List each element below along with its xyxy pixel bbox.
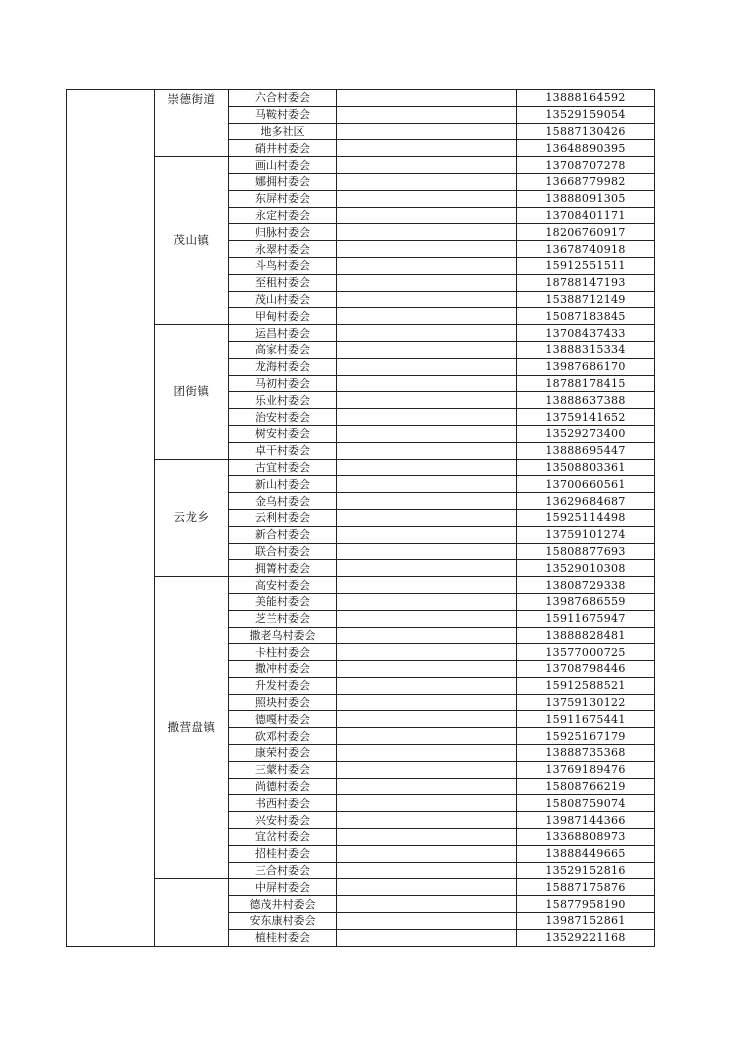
phone-number-cell: 13888735368 <box>517 745 655 762</box>
committee-name-cell: 画山村委会 <box>229 157 337 174</box>
committee-name-cell: 德嘎村委会 <box>229 711 337 728</box>
committee-name-cell: 三合村委会 <box>229 862 337 879</box>
committee-name-cell: 拥箐村委会 <box>229 560 337 577</box>
phone-number-cell: 13708437433 <box>517 325 655 342</box>
empty-cell <box>337 476 517 493</box>
committee-name-cell: 新山村委会 <box>229 476 337 493</box>
phone-number-cell: 13708401171 <box>517 207 655 224</box>
phone-number-cell: 13808729338 <box>517 577 655 594</box>
table-row <box>67 157 655 174</box>
empty-cell <box>337 829 517 846</box>
empty-cell <box>337 325 517 342</box>
empty-cell <box>337 543 517 560</box>
phone-number-cell: 13368808973 <box>517 829 655 846</box>
empty-cell <box>337 425 517 442</box>
empty-cell <box>337 593 517 610</box>
phone-number-cell: 13769189476 <box>517 761 655 778</box>
phone-number-cell: 13529010308 <box>517 560 655 577</box>
empty-cell <box>337 224 517 241</box>
committee-name-cell: 硝井村委会 <box>229 140 337 157</box>
committee-name-cell: 金乌村委会 <box>229 493 337 510</box>
phone-number-cell: 13678740918 <box>517 241 655 258</box>
phone-number-cell: 18788147193 <box>517 274 655 291</box>
phone-number-cell: 13759130122 <box>517 694 655 711</box>
committee-name-cell: 高安村委会 <box>229 577 337 594</box>
empty-cell <box>337 173 517 190</box>
committee-name-cell: 美能村委会 <box>229 593 337 610</box>
empty-cell <box>337 929 517 946</box>
table-row <box>67 577 655 594</box>
committee-name-cell: 兴安村委会 <box>229 812 337 829</box>
phone-number-cell: 15808877693 <box>517 543 655 560</box>
committee-name-cell: 古宜村委会 <box>229 459 337 476</box>
committee-name-cell: 永定村委会 <box>229 207 337 224</box>
committee-name-cell: 宜岔村委会 <box>229 829 337 846</box>
empty-cell <box>337 358 517 375</box>
committee-name-cell: 尚德村委会 <box>229 778 337 795</box>
phone-number-cell: 13508803361 <box>517 459 655 476</box>
committee-name-cell: 树安村委会 <box>229 425 337 442</box>
empty-cell <box>337 190 517 207</box>
empty-cell <box>337 241 517 258</box>
committee-name-cell: 安东康村委会 <box>229 913 337 930</box>
empty-cell <box>337 644 517 661</box>
empty-cell <box>337 610 517 627</box>
empty-cell <box>337 106 517 123</box>
blank-column-cell <box>67 90 155 947</box>
phone-number-cell: 15911675441 <box>517 711 655 728</box>
town-name-cell <box>155 879 229 946</box>
empty-cell <box>337 812 517 829</box>
empty-cell <box>337 493 517 510</box>
phone-number-cell: 15388712149 <box>517 291 655 308</box>
phone-number-cell: 15887130426 <box>517 123 655 140</box>
phone-number-cell: 15925114498 <box>517 509 655 526</box>
committee-name-cell: 撒冲村委会 <box>229 661 337 678</box>
table-row <box>67 325 655 342</box>
phone-number-cell: 13987686170 <box>517 358 655 375</box>
committee-name-cell: 永翠村委会 <box>229 241 337 258</box>
committee-name-cell: 卓干村委会 <box>229 442 337 459</box>
committee-name-cell: 联合村委会 <box>229 543 337 560</box>
table-row <box>67 879 655 896</box>
empty-cell <box>337 459 517 476</box>
committee-name-cell: 升发村委会 <box>229 677 337 694</box>
committee-name-cell: 新合村委会 <box>229 526 337 543</box>
phone-number-cell: 13529273400 <box>517 425 655 442</box>
committee-name-cell: 龙海村委会 <box>229 358 337 375</box>
phone-number-cell: 15911675947 <box>517 610 655 627</box>
town-name-cell: 团街镇 <box>155 325 229 459</box>
committee-name-cell: 甲甸村委会 <box>229 308 337 325</box>
committee-name-cell: 至租村委会 <box>229 274 337 291</box>
table-row <box>67 459 655 476</box>
phone-number-cell: 13987152861 <box>517 913 655 930</box>
empty-cell <box>337 409 517 426</box>
committee-name-cell: 六合村委会 <box>229 90 337 107</box>
committee-name-cell: 马初村委会 <box>229 375 337 392</box>
empty-cell <box>337 711 517 728</box>
phone-number-cell: 13987144366 <box>517 812 655 829</box>
contact-table <box>66 89 655 947</box>
empty-cell <box>337 745 517 762</box>
empty-cell <box>337 845 517 862</box>
empty-cell <box>337 795 517 812</box>
committee-name-cell: 植桂村委会 <box>229 929 337 946</box>
empty-cell <box>337 728 517 745</box>
phone-number-cell: 13629684687 <box>517 493 655 510</box>
table-body <box>67 90 655 947</box>
empty-cell <box>337 140 517 157</box>
empty-cell <box>337 392 517 409</box>
phone-number-cell: 13529159054 <box>517 106 655 123</box>
phone-number-cell: 15808766219 <box>517 778 655 795</box>
phone-number-cell: 18788178415 <box>517 375 655 392</box>
empty-cell <box>337 677 517 694</box>
committee-name-cell: 云利村委会 <box>229 509 337 526</box>
phone-number-cell: 13888828481 <box>517 627 655 644</box>
committee-name-cell: 马鞍村委会 <box>229 106 337 123</box>
committee-name-cell: 运昌村委会 <box>229 325 337 342</box>
committee-name-cell: 高家村委会 <box>229 341 337 358</box>
phone-number-cell: 13888315334 <box>517 341 655 358</box>
empty-cell <box>337 274 517 291</box>
empty-cell <box>337 896 517 913</box>
committee-name-cell: 三蒙村委会 <box>229 761 337 778</box>
empty-cell <box>337 308 517 325</box>
empty-cell <box>337 157 517 174</box>
phone-number-cell: 13888637388 <box>517 392 655 409</box>
phone-number-cell: 13648890395 <box>517 140 655 157</box>
committee-name-cell: 地多社区 <box>229 123 337 140</box>
empty-cell <box>337 577 517 594</box>
committee-name-cell: 卡柱村委会 <box>229 644 337 661</box>
committee-name-cell: 娜拥村委会 <box>229 173 337 190</box>
committee-name-cell: 乐业村委会 <box>229 392 337 409</box>
phone-number-cell: 15877958190 <box>517 896 655 913</box>
empty-cell <box>337 526 517 543</box>
phone-number-cell: 13708798446 <box>517 661 655 678</box>
phone-number-cell: 13708707278 <box>517 157 655 174</box>
committee-name-cell: 归脉村委会 <box>229 224 337 241</box>
empty-cell <box>337 442 517 459</box>
committee-name-cell: 治安村委会 <box>229 409 337 426</box>
committee-name-cell: 芝兰村委会 <box>229 610 337 627</box>
committee-name-cell: 中屏村委会 <box>229 879 337 896</box>
empty-cell <box>337 661 517 678</box>
phone-number-cell: 13987686559 <box>517 593 655 610</box>
committee-name-cell: 照块村委会 <box>229 694 337 711</box>
empty-cell <box>337 560 517 577</box>
committee-name-cell: 东屏村委会 <box>229 190 337 207</box>
phone-number-cell: 18206760917 <box>517 224 655 241</box>
phone-number-cell: 15925167179 <box>517 728 655 745</box>
town-name-cell: 云龙乡 <box>155 459 229 577</box>
empty-cell <box>337 291 517 308</box>
committee-name-cell: 斗鸟村委会 <box>229 257 337 274</box>
phone-number-cell: 13888695447 <box>517 442 655 459</box>
empty-cell <box>337 694 517 711</box>
empty-cell <box>337 207 517 224</box>
committee-name-cell: 康荣村委会 <box>229 745 337 762</box>
phone-number-cell: 13759141652 <box>517 409 655 426</box>
empty-cell <box>337 879 517 896</box>
phone-number-cell: 15912588521 <box>517 677 655 694</box>
phone-number-cell: 13700660561 <box>517 476 655 493</box>
committee-name-cell: 茂山村委会 <box>229 291 337 308</box>
phone-number-cell: 13888164592 <box>517 90 655 107</box>
committee-name-cell: 书西村委会 <box>229 795 337 812</box>
empty-cell <box>337 913 517 930</box>
empty-cell <box>337 123 517 140</box>
empty-cell <box>337 375 517 392</box>
committee-name-cell: 德茂井村委会 <box>229 896 337 913</box>
empty-cell <box>337 778 517 795</box>
empty-cell <box>337 509 517 526</box>
phone-number-cell: 13577000725 <box>517 644 655 661</box>
phone-number-cell: 13888449665 <box>517 845 655 862</box>
table-row <box>67 90 655 107</box>
empty-cell <box>337 627 517 644</box>
phone-number-cell: 15887175876 <box>517 879 655 896</box>
town-name-cell: 崇德街道 <box>155 90 229 157</box>
town-name-cell: 撒营盘镇 <box>155 577 229 879</box>
phone-number-cell: 15087183845 <box>517 308 655 325</box>
empty-cell <box>337 341 517 358</box>
phone-number-cell: 13888091305 <box>517 190 655 207</box>
phone-number-cell: 13529152816 <box>517 862 655 879</box>
empty-cell <box>337 761 517 778</box>
empty-cell <box>337 257 517 274</box>
committee-name-cell: 砍邓村委会 <box>229 728 337 745</box>
phone-number-cell: 13529221168 <box>517 929 655 946</box>
phone-number-cell: 15808759074 <box>517 795 655 812</box>
committee-name-cell: 招桂村委会 <box>229 845 337 862</box>
empty-cell <box>337 90 517 107</box>
phone-number-cell: 15912551511 <box>517 257 655 274</box>
empty-cell <box>337 862 517 879</box>
phone-number-cell: 13759101274 <box>517 526 655 543</box>
town-name-cell: 茂山镇 <box>155 157 229 325</box>
committee-name-cell: 撒老乌村委会 <box>229 627 337 644</box>
phone-number-cell: 13668779982 <box>517 173 655 190</box>
